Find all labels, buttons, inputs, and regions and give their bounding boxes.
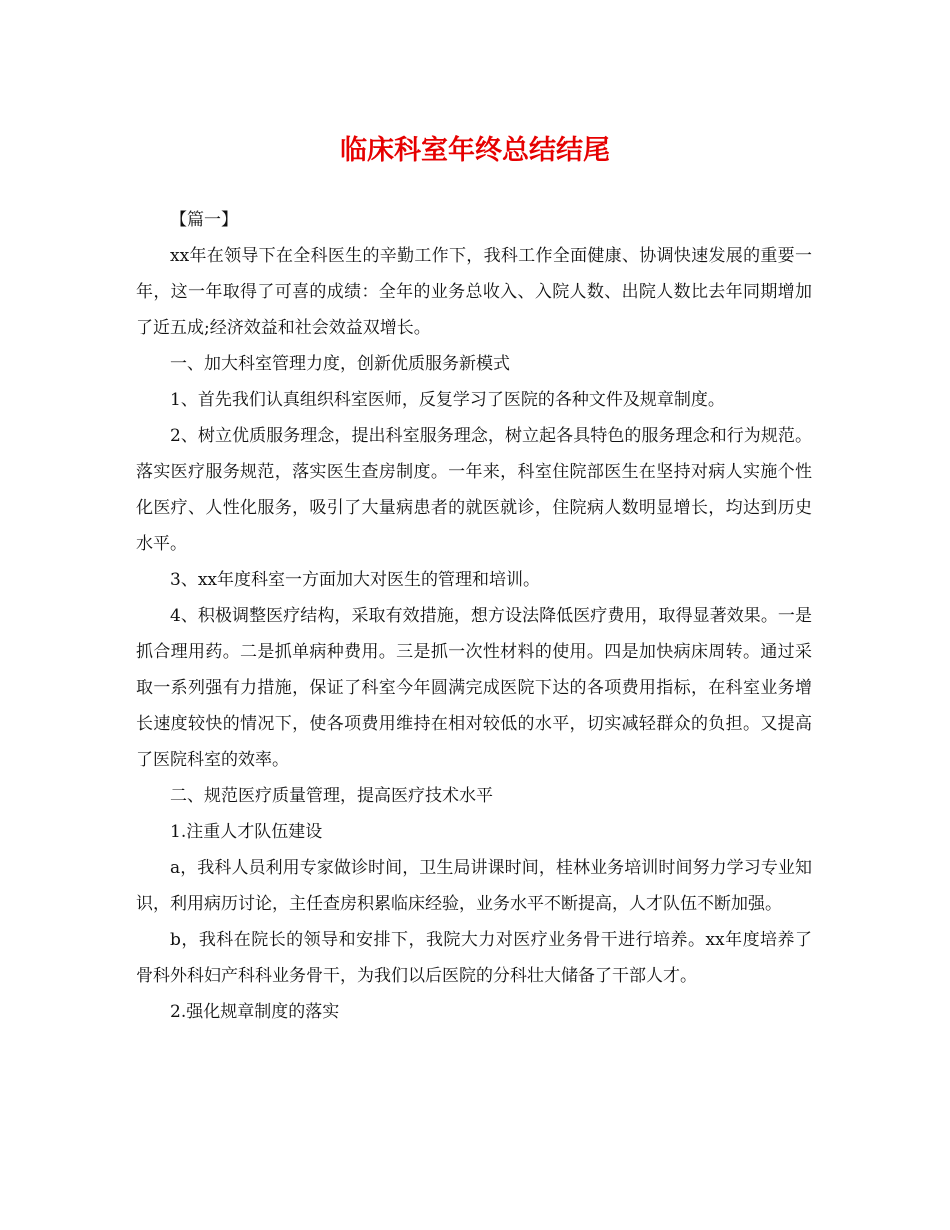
paragraph: 2、树立优质服务理念，提出科室服务理念，树立起各具特色的服务理念和行为规范。落实医疗服务规范，落实医生查房制度。一年来，科室住院部医生在坚持对病人实施个性化医疗、人性化服务，吸引了大量病患者的就医就诊，住院病人数明显增长，均达到历史水平。: [136, 426, 812, 554]
paragraph: xx年在领导下在全科医生的辛勤工作下，我科工作全面健康、协调快速发展的重要一年，这一年取得了可喜的成绩：全年的业务总收入、入院人数、出院人数比去年同期增加了近五成;经济效益和社会效益双增长。: [136, 246, 812, 338]
section-heading: 一、加大科室管理力度，创新优质服务新模式: [170, 354, 510, 374]
document-body: [136, 202, 812, 1030]
paragraph: a，我科人员利用专家做诊时间，卫生局讲课时间，桂林业务培训时间努力学习专业知识，利用病历讨论，主任查房积累临床经验，业务水平不断提高，人才队伍不断加强。: [136, 858, 812, 914]
subsection-heading: 2.强化规章制度的落实: [170, 1002, 340, 1022]
paragraph: 3、xx年度科室一方面加大对医生的管理和培训。: [170, 570, 540, 590]
paragraph: 4、积极调整医疗结构，采取有效措施，想方设法降低医疗费用，取得显著效果。一是抓合理用药。二是抓单病种费用。三是抓一次性材料的使用。四是加快病床周转。通过采取一系列强有力措施，保证了科室今年圆满完成医院下达的各项费用指标，在科室业务增长速度较快的情况下，使各项费用维持在相对较低的水平，切实减轻群众的负担。又提高了医院科室的效率。: [136, 606, 812, 770]
section-label: 【篇一】: [170, 210, 238, 230]
paragraph: b，我科在院长的领导和安排下，我院大力对医疗业务骨干进行培养。xx年度培养了骨科外科妇产科科业务骨干，为我们以后医院的分科壮大储备了干部人才。: [136, 930, 812, 986]
section-heading: 二、规范医疗质量管理，提高医疗技术水平: [170, 786, 493, 806]
subsection-heading: 1.注重人才队伍建设: [170, 822, 323, 842]
document-title: 临床科室年终总结结尾: [340, 135, 610, 166]
paragraph: 1、首先我们认真组织科室医师，反复学习了医院的各种文件及规章制度。: [170, 390, 725, 410]
